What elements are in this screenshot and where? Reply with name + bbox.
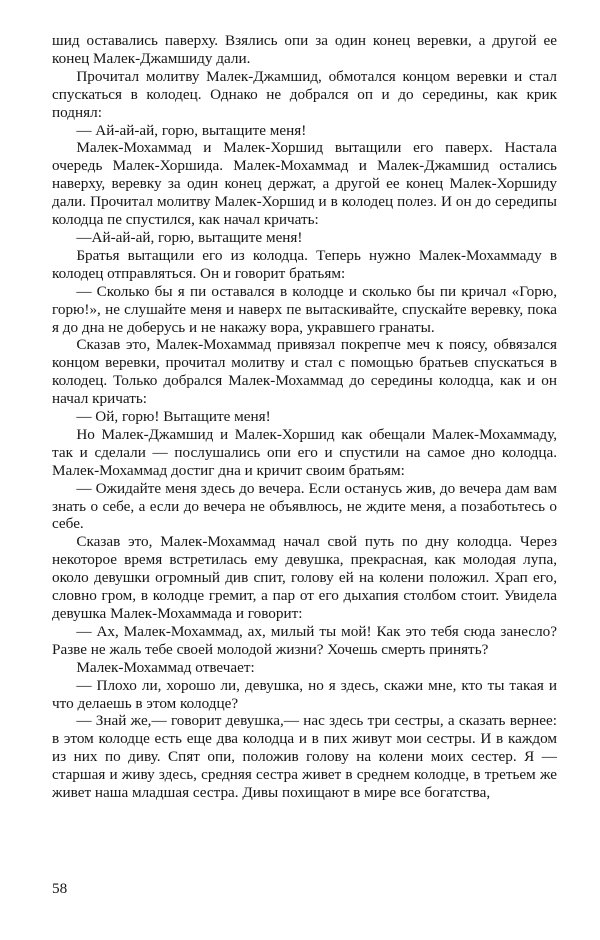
paragraph-12: Сказав это, Малек-Мохаммад начал свой путь по дну колодца. Через некоторое время встретилась ему девушка, прекрасная, как молодая лупа, около девушки огромный див спит, голову ей на колени положил. Храп его, словно гром, в колодце гремит, а пар от его дыхапия столбом стоит. Увидела девушка Малек-Мохаммада и говорит: [52,533,557,622]
paragraph-16: — Знай же,— говорит девушка,— нас здесь три сестры, а сказать вернее: в этом колодце есть еще два колодца и в пих живут мои сестры. И в каждом из них по диву. Спят опи, положив голову на колени моих сестер. Я — старшая и живу здесь, средняя сестра живет в среднем колодце, в третьем же живет наша младшая сестра. Дивы похищают в мире все богатства, [52,712,557,802]
paragraph-10: Но Малек-Джамшид и Малек-Хоршид как обещали Малек-Мохаммаду, так и сделали — послушались опи его и спустили на самое дно колодца. Малек-Мохаммад достиг дна и кричит своим братьям: [52,425,557,479]
paragraph-14: Малек-Мохаммад отвечает: [76,658,255,676]
paragraph-13: — Ах, Малек-Мохаммад, ах, милый ты мой! Как это тебя сюда занесло? Разве не жаль тебе своей молодой жизни? Хочешь смерть принять? [52,622,557,658]
paragraph-3: — Ай-ай-ай, горю, вытащите меня! [76,121,307,139]
paragraph-5: —Ай-ай-ай, горю, вытащите меня! [76,228,303,246]
paragraph-2: Прочитал молитву Малек-Джамшид, обмотался концом веревки и стал спускаться в колодец. Однако не добрался оп и до середины, как крик поднял: [52,67,557,121]
page-number: 58 [52,880,68,897]
page-text [52,32,557,802]
paragraph-1: шид оставались паверху. Взялись опи за один конец веревки, а другой ее конец Малек-Джамшиду дали. [52,32,557,67]
paragraph-9: — Ой, горю! Вытащите меня! [76,408,271,426]
paragraph-4: Малек-Мохаммад и Малек-Хоршид вытащили его паверх. Настала очередь Малек-Хоршида. Малек-Мохаммад и Малек-Джамшид остались наверху, веревку за один конец держат, а другой ее конец Малек-Хоршиду дали. Прочитал молитву Малек-Хоршид и в колодец полез. И он до середипы колодца пе спустился, как начал кричать: [52,139,557,229]
paragraph-8: Сказав это, Малек-Мохаммад привязал покрепче меч к поясу, обвязался концом веревки, прочитал молитву и стал с помощью братьев спускаться в колодец. Только добрался Малек-Мохаммад до середины колодца, как и он начал кричать: [52,336,557,408]
paragraph-11: — Ожидайте меня здесь до вечера. Если останусь жив, до вечера дам вам знать о себе, а если до вечера не объявлюсь, не ждите меня, а позаботьтесь о себе. [52,479,557,533]
paragraph-7: — Сколько бы я пи оставался в колодце и сколько бы пи кричал «Горю, горю!», не слушайте меня и наверх пе вытаскивайте, спускайте веревку, пока я до дна не доберусь и не накажу вора, укравшего гранаты. [52,282,557,336]
paragraph-6: Братья вытащили его из колодца. Теперь нужно Малек-Мохаммаду в колодец отправляться. Он и говорит братьям: [52,246,557,282]
paragraph-15: — Плохо ли, хорошо ли, девушка, но я здесь, скажи мне, кто ты такая и что делаешь в этом колодце? [52,676,557,712]
